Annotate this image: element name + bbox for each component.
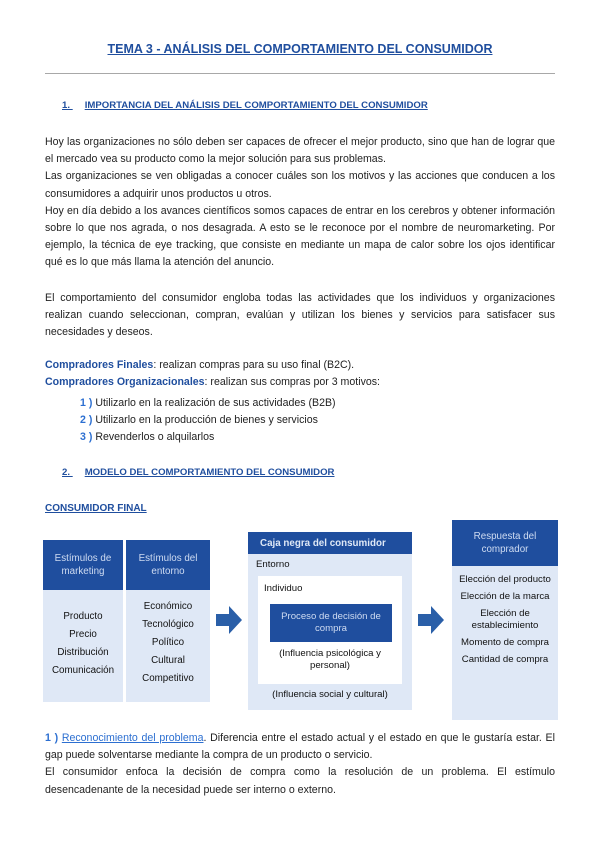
finales-line <box>45 357 354 374</box>
title-divider <box>45 73 555 74</box>
intro-paragraph-3: Hoy en día debido a los avances científicos somos capaces de entrar en los cerebros y obtener información sobre lo que nos agrada, o nos desagrada. A esto se le reconoce por el nombre de neuromarketing. Por ejemplo, la técnica de eye tracking, que consiste en mediante un mapa de calor sobre los ojos identificar qué es lo que más llama la atención del anuncio. <box>45 204 555 269</box>
intro-paragraph-2: Las organizaciones se ven obligadas a conocer cuáles son los motivos y las acciones que conducen a los consumidores a adquirir unos productos u otros. <box>45 170 555 200</box>
motivo-number: 1 ) <box>80 397 93 409</box>
psychological-influence-label: (Influencia psicológica y personal) <box>279 648 381 671</box>
intro-paragraph-1: Hoy las organizaciones no sólo deben ser capaces de ofrecer el mejor producto, sino que han de lograr que el mercado vea su producto como la mejor solución para sus problemas. <box>45 136 555 166</box>
problem-recognition-link[interactable]: Reconocimiento del problema <box>61 732 204 744</box>
list-item: Tecnológico <box>142 619 194 630</box>
finales-text: : realizan compras para su uso final (B2C). <box>153 359 355 371</box>
list-item: Elección del producto <box>459 574 551 585</box>
motivo-item <box>80 395 336 412</box>
problem-recognition-line <box>45 730 555 764</box>
decision-process-box: Proceso de decisión de compra <box>270 604 392 642</box>
social-influence-label: (Influencia social y cultural) <box>272 689 388 700</box>
org-label: Compradores Organizacionales <box>45 376 205 388</box>
section-1-title: IMPORTANCIA DEL ANÁLISIS DEL COMPORTAMIENTO DEL CONSUMIDOR <box>84 100 428 111</box>
section-1-heading <box>62 100 428 111</box>
list-item: Político <box>151 637 185 648</box>
intro-paragraphs <box>45 134 555 272</box>
list-item: Económico <box>143 601 193 612</box>
black-box-environment-label: Entorno <box>256 559 290 570</box>
list-item: Elección de la marca <box>460 591 550 602</box>
problem-recognition-paragraph <box>45 730 555 799</box>
problem-recognition-text: . Diferencia entre el estado actual y el estado en que le gustaría estar. El gap puede solventarse mediante la compra de un producto o servicio. <box>45 732 555 762</box>
motivo-text: Revenderlos o alquilarlos <box>95 431 215 443</box>
list-item: Cantidad de compra <box>461 654 549 665</box>
list-item: Comunicación <box>51 665 115 676</box>
behavior-paragraph: El comportamiento del consumidor engloba todas las actividades que los individuos y organizaciones realizan cuando seleccionan, compran, evalúan y utilizan los bienes y servicios para satisfacer sus necesidades y deseos. <box>45 292 555 339</box>
arrow-right-icon <box>216 606 242 634</box>
environment-stimuli-list <box>126 598 210 688</box>
motivo-number: 3 ) <box>80 431 93 443</box>
buyer-response-list <box>452 574 558 671</box>
marketing-stimuli-box <box>43 540 123 702</box>
section-2-title: MODELO DEL COMPORTAMIENTO DEL CONSUMIDOR <box>84 467 335 478</box>
org-line <box>45 374 380 391</box>
motivo-number: 2 ) <box>80 414 93 426</box>
section-1-number: 1. <box>62 100 71 111</box>
list-item: Elección de establecimiento <box>471 608 539 631</box>
black-box-header: Caja negra del consumidor <box>248 532 412 554</box>
step-number: 1 ) <box>45 732 59 744</box>
finales-label: Compradores Finales <box>45 359 154 371</box>
org-text: : realizan sus compras por 3 motivos: <box>204 376 381 388</box>
marketing-stimuli-header: Estímulos de marketing <box>43 540 123 590</box>
page-title: TEMA 3 - ANÁLISIS DEL COMPORTAMIENTO DEL CONSUMIDOR <box>107 42 493 56</box>
section-2-heading <box>62 467 335 478</box>
motivo-item <box>80 412 318 429</box>
arrow-right-icon <box>418 606 444 634</box>
buyer-response-box <box>452 520 558 720</box>
list-item: Producto <box>63 611 103 622</box>
motivo-item <box>80 429 214 446</box>
individual-label: Individuo <box>264 583 303 594</box>
list-item: Competitivo <box>142 673 194 684</box>
problem-recognition-text-2: El consumidor enfoca la decisión de compra como la resolución de un problema. El estímulo desencadenante de la necesidad puede ser interno o externo. <box>45 766 555 796</box>
individual-box <box>258 576 402 684</box>
marketing-stimuli-list <box>43 608 123 680</box>
consumidor-final-heading: CONSUMIDOR FINAL <box>45 503 147 514</box>
list-item: Precio <box>69 629 97 640</box>
black-box <box>248 532 412 710</box>
list-item: Cultural <box>151 655 185 666</box>
buyer-response-header: Respuesta del comprador <box>452 520 558 566</box>
motivo-text: Utilizarlo en la producción de bienes y servicios <box>95 414 318 426</box>
environment-stimuli-box <box>126 540 210 702</box>
environment-stimuli-header: Estímulos del entorno <box>126 540 210 590</box>
list-item: Momento de compra <box>461 637 549 648</box>
list-item: Distribución <box>57 647 109 658</box>
section-2-number: 2. <box>62 467 71 478</box>
motivo-text: Utilizarlo en la realización de sus actividades (B2B) <box>95 397 336 409</box>
